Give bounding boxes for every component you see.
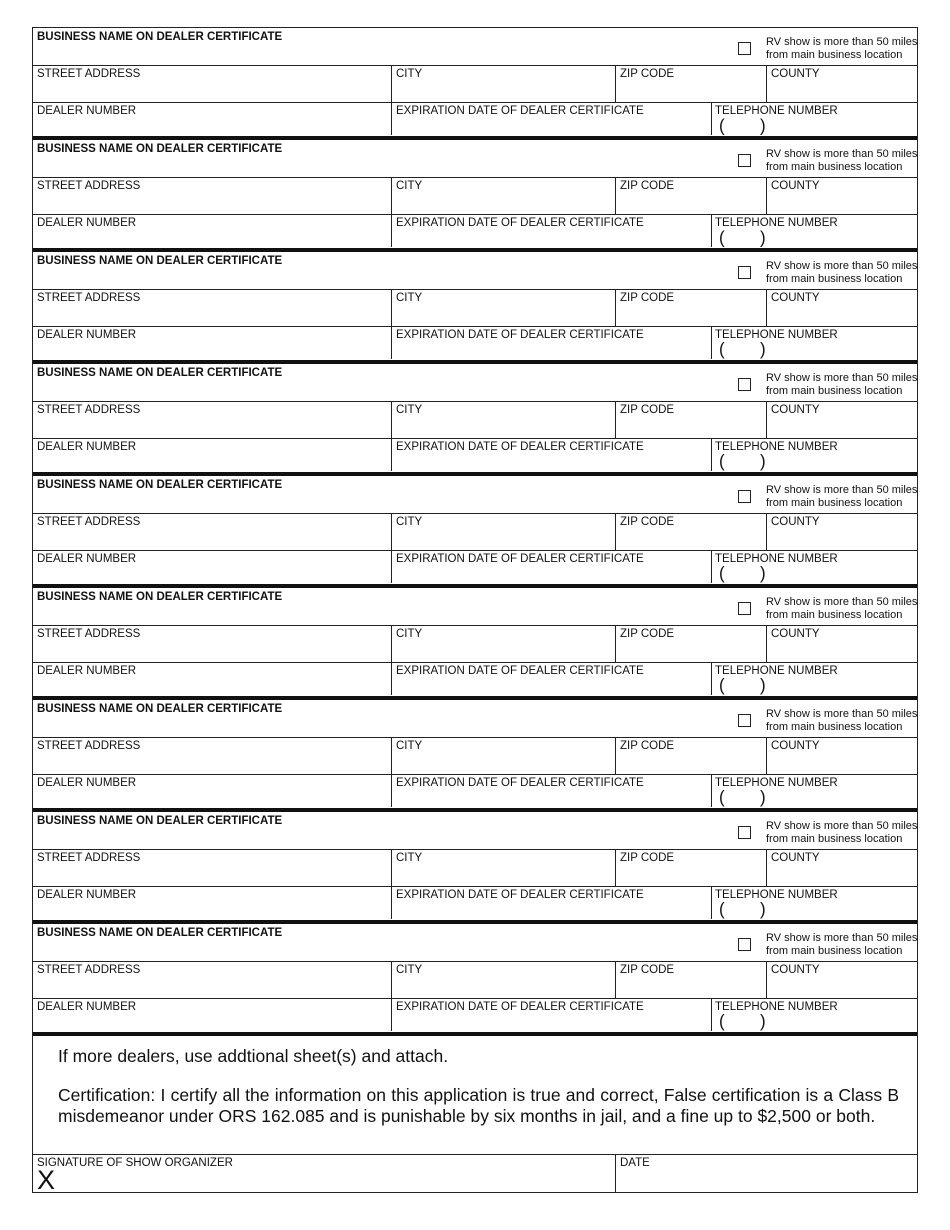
expiration-date-label: EXPIRATION DATE OF DEALER CERTIFICATE: [396, 665, 644, 677]
zip-code-input[interactable]: [620, 193, 764, 213]
city-input[interactable]: [396, 305, 614, 325]
city-label: CITY: [396, 628, 423, 640]
zip-code-input[interactable]: [620, 865, 764, 885]
city-label: CITY: [396, 292, 423, 304]
column-divider: [766, 401, 767, 438]
street-address-input[interactable]: [37, 193, 389, 213]
column-divider: [711, 662, 712, 695]
dealer-list-form: [32, 27, 918, 1036]
expiration-date-input[interactable]: [396, 230, 708, 248]
dealer-number-input[interactable]: [37, 454, 389, 472]
column-divider: [391, 65, 392, 135]
telephone-input[interactable]: [771, 790, 915, 808]
area-code-open-paren: (: [719, 339, 725, 360]
column-divider: [766, 625, 767, 662]
column-divider: [711, 102, 712, 135]
column-divider: [711, 886, 712, 919]
rv-distance-label: [766, 708, 917, 734]
zip-code-label: ZIP CODE: [620, 68, 675, 80]
dealer-number-label: DEALER NUMBER: [37, 217, 137, 229]
dealer-number-label: DEALER NUMBER: [37, 441, 137, 453]
county-input[interactable]: [771, 641, 915, 661]
city-label: CITY: [396, 964, 423, 976]
rv-distance-checkbox[interactable]: [738, 42, 751, 55]
rv-distance-label-line1: RV show is more than 50 miles: [766, 148, 918, 160]
dealer-number-input[interactable]: [37, 342, 389, 360]
street-address-label: STREET ADDRESS: [37, 964, 141, 976]
dealer-entry-9: [32, 924, 918, 1036]
column-divider: [391, 737, 392, 807]
area-code-open-paren: (: [719, 227, 725, 248]
certification-statement: Certification: I certify all the information on this application is true and correct, False certification is a Class B misdemeanor under ORS 162.085 and is punishable by six months in jail, and a fine up to $2,500 or both.: [58, 1085, 899, 1126]
area-code-input[interactable]: [727, 230, 761, 248]
column-divider: [615, 513, 616, 550]
street-address-label: STREET ADDRESS: [37, 740, 141, 752]
county-input[interactable]: [771, 529, 915, 549]
row-divider: [33, 550, 917, 551]
county-input[interactable]: [771, 417, 915, 437]
telephone-input[interactable]: [771, 678, 915, 696]
street-address-input[interactable]: [37, 753, 389, 773]
telephone-number-label: TELEPHONE NUMBER: [715, 105, 838, 117]
telephone-input[interactable]: [771, 118, 915, 136]
street-address-label: STREET ADDRESS: [37, 292, 141, 304]
column-divider: [391, 177, 392, 247]
zip-code-input[interactable]: [620, 305, 764, 325]
city-input[interactable]: [396, 753, 614, 773]
area-code-open-paren: (: [719, 899, 725, 920]
expiration-date-label: EXPIRATION DATE OF DEALER CERTIFICATE: [396, 441, 644, 453]
expiration-date-input[interactable]: [396, 678, 708, 696]
date-input[interactable]: [620, 1171, 914, 1193]
column-divider: [615, 289, 616, 326]
city-input[interactable]: [396, 977, 614, 997]
county-input[interactable]: [771, 81, 915, 101]
city-input[interactable]: [396, 865, 614, 885]
dealer-number-label: DEALER NUMBER: [37, 665, 137, 677]
area-code-input[interactable]: [727, 790, 761, 808]
city-input[interactable]: [396, 417, 614, 437]
city-label: CITY: [396, 180, 423, 192]
business-name-label: BUSINESS NAME ON DEALER CERTIFICATE: [37, 367, 283, 379]
dealer-number-input[interactable]: [37, 1014, 389, 1032]
column-divider: [766, 961, 767, 998]
zip-code-label: ZIP CODE: [620, 964, 675, 976]
business-name-input[interactable]: [37, 380, 731, 400]
column-divider: [615, 849, 616, 886]
telephone-input[interactable]: [771, 566, 915, 584]
row-divider: [33, 401, 917, 402]
city-input[interactable]: [396, 641, 614, 661]
dealer-entry-1: [32, 27, 918, 140]
dealer-number-label: DEALER NUMBER: [37, 889, 137, 901]
rv-distance-label: [766, 372, 917, 398]
business-name-label: BUSINESS NAME ON DEALER CERTIFICATE: [37, 143, 283, 155]
county-label: COUNTY: [771, 628, 820, 640]
column-divider: [391, 401, 392, 471]
area-code-input[interactable]: [727, 454, 761, 472]
rv-distance-label-line1: RV show is more than 50 miles: [766, 36, 918, 48]
signature-label: SIGNATURE OF SHOW ORGANIZER: [37, 1157, 233, 1169]
column-divider: [615, 1155, 616, 1192]
column-divider: [711, 214, 712, 247]
row-divider: [33, 513, 917, 514]
area-code-input[interactable]: [727, 678, 761, 696]
area-code-open-paren: (: [719, 451, 725, 472]
business-name-label: BUSINESS NAME ON DEALER CERTIFICATE: [37, 479, 283, 491]
street-address-input[interactable]: [37, 529, 389, 549]
county-input[interactable]: [771, 977, 915, 997]
row-divider: [33, 102, 917, 103]
row-divider: [33, 625, 917, 626]
row-divider: [33, 849, 917, 850]
column-divider: [766, 849, 767, 886]
rv-distance-label: [766, 36, 917, 62]
column-divider: [615, 961, 616, 998]
dealer-number-label: DEALER NUMBER: [37, 1001, 137, 1013]
business-name-label: BUSINESS NAME ON DEALER CERTIFICATE: [37, 31, 283, 43]
column-divider: [711, 438, 712, 471]
county-input[interactable]: [771, 865, 915, 885]
column-divider: [391, 625, 392, 695]
signature-x-mark: X: [37, 1165, 56, 1195]
dealer-number-label: DEALER NUMBER: [37, 553, 137, 565]
rv-distance-label-line1: RV show is more than 50 miles: [766, 596, 918, 608]
dealer-entry-5: [32, 476, 918, 588]
county-input[interactable]: [771, 193, 915, 213]
expiration-date-label: EXPIRATION DATE OF DEALER CERTIFICATE: [396, 777, 644, 789]
business-name-input[interactable]: [37, 268, 731, 288]
county-input[interactable]: [771, 305, 915, 325]
row-divider: [33, 662, 917, 663]
expiration-date-label: EXPIRATION DATE OF DEALER CERTIFICATE: [396, 889, 644, 901]
street-address-input[interactable]: [37, 305, 389, 325]
column-divider: [615, 401, 616, 438]
column-divider: [711, 550, 712, 583]
rv-distance-checkbox[interactable]: [738, 602, 751, 615]
zip-code-label: ZIP CODE: [620, 516, 675, 528]
dealer-entries: [32, 27, 918, 1036]
business-name-input[interactable]: [37, 156, 731, 176]
business-name-input[interactable]: [37, 492, 731, 512]
area-code-close-paren: ): [760, 675, 766, 696]
area-code-input[interactable]: [727, 1014, 761, 1032]
dealer-entry-8: [32, 812, 918, 924]
row-divider: [33, 326, 917, 327]
area-code-close-paren: ): [760, 787, 766, 808]
rv-distance-label: [766, 820, 917, 846]
rv-distance-label-line2: from main business location: [766, 609, 903, 621]
business-name-input[interactable]: [37, 604, 731, 624]
area-code-input[interactable]: [727, 342, 761, 360]
county-label: COUNTY: [771, 964, 820, 976]
area-code-open-paren: (: [719, 675, 725, 696]
rv-distance-label-line2: from main business location: [766, 721, 903, 733]
business-name-label: BUSINESS NAME ON DEALER CERTIFICATE: [37, 703, 283, 715]
signature-row: [33, 1154, 917, 1193]
row-divider: [33, 65, 917, 66]
county-label: COUNTY: [771, 292, 820, 304]
row-divider: [33, 214, 917, 215]
rv-distance-label: [766, 148, 917, 174]
rv-distance-label-line1: RV show is more than 50 miles: [766, 260, 918, 272]
city-label: CITY: [396, 68, 423, 80]
rv-distance-checkbox[interactable]: [738, 714, 751, 727]
county-label: COUNTY: [771, 740, 820, 752]
business-name-input[interactable]: [37, 716, 731, 736]
area-code-open-paren: (: [719, 115, 725, 136]
city-label: CITY: [396, 516, 423, 528]
zip-code-input[interactable]: [620, 977, 764, 997]
column-divider: [615, 65, 616, 102]
rv-distance-checkbox[interactable]: [738, 490, 751, 503]
area-code-open-paren: (: [719, 563, 725, 584]
rv-distance-label-line1: RV show is more than 50 miles: [766, 484, 918, 496]
area-code-open-paren: (: [719, 787, 725, 808]
rv-distance-label: [766, 260, 917, 286]
city-input[interactable]: [396, 81, 614, 101]
county-input[interactable]: [771, 753, 915, 773]
zip-code-input[interactable]: [620, 417, 764, 437]
business-name-label: BUSINESS NAME ON DEALER CERTIFICATE: [37, 591, 283, 603]
row-divider: [33, 774, 917, 775]
column-divider: [711, 774, 712, 807]
area-code-input[interactable]: [727, 902, 761, 920]
business-name-label: BUSINESS NAME ON DEALER CERTIFICATE: [37, 815, 283, 827]
telephone-input[interactable]: [771, 230, 915, 248]
telephone-number-label: TELEPHONE NUMBER: [715, 1001, 838, 1013]
rv-distance-checkbox[interactable]: [738, 154, 751, 167]
column-divider: [766, 737, 767, 774]
business-name-label: BUSINESS NAME ON DEALER CERTIFICATE: [37, 927, 283, 939]
telephone-number-label: TELEPHONE NUMBER: [715, 777, 838, 789]
column-divider: [766, 177, 767, 214]
zip-code-label: ZIP CODE: [620, 404, 675, 416]
area-code-close-paren: ): [760, 227, 766, 248]
zip-code-label: ZIP CODE: [620, 628, 675, 640]
zip-code-input[interactable]: [620, 641, 764, 661]
area-code-close-paren: ): [760, 451, 766, 472]
column-divider: [615, 737, 616, 774]
dealer-number-input[interactable]: [37, 902, 389, 920]
street-address-label: STREET ADDRESS: [37, 516, 141, 528]
rv-distance-label-line2: from main business location: [766, 49, 903, 61]
expiration-date-input[interactable]: [396, 118, 708, 136]
column-divider: [766, 289, 767, 326]
expiration-date-input[interactable]: [396, 902, 708, 920]
city-label: CITY: [396, 404, 423, 416]
zip-code-label: ZIP CODE: [620, 740, 675, 752]
county-label: COUNTY: [771, 852, 820, 864]
column-divider: [391, 289, 392, 359]
zip-code-input[interactable]: [620, 529, 764, 549]
zip-code-input[interactable]: [620, 753, 764, 773]
column-divider: [615, 177, 616, 214]
rv-distance-label-line2: from main business location: [766, 833, 903, 845]
signature-input[interactable]: [63, 1171, 612, 1193]
telephone-input[interactable]: [771, 902, 915, 920]
row-divider: [33, 289, 917, 290]
area-code-close-paren: ): [760, 563, 766, 584]
telephone-number-label: TELEPHONE NUMBER: [715, 441, 838, 453]
rv-distance-label-line1: RV show is more than 50 miles: [766, 820, 918, 832]
expiration-date-label: EXPIRATION DATE OF DEALER CERTIFICATE: [396, 1001, 644, 1013]
column-divider: [711, 326, 712, 359]
city-input[interactable]: [396, 193, 614, 213]
date-label: DATE: [620, 1157, 650, 1169]
expiration-date-input[interactable]: [396, 1014, 708, 1032]
zip-code-label: ZIP CODE: [620, 180, 675, 192]
dealer-number-input[interactable]: [37, 118, 389, 136]
dealer-entry-2: [32, 140, 918, 252]
area-code-close-paren: ): [760, 115, 766, 136]
rv-distance-label-line1: RV show is more than 50 miles: [766, 372, 918, 384]
dealer-entry-3: [32, 252, 918, 364]
business-name-input[interactable]: [37, 940, 731, 960]
rv-distance-label-line2: from main business location: [766, 161, 903, 173]
rv-distance-label: [766, 596, 917, 622]
telephone-number-label: TELEPHONE NUMBER: [715, 329, 838, 341]
row-divider: [33, 886, 917, 887]
column-divider: [391, 849, 392, 919]
area-code-close-paren: ): [760, 339, 766, 360]
zip-code-label: ZIP CODE: [620, 292, 675, 304]
area-code-open-paren: (: [719, 1011, 725, 1032]
rv-distance-label-line2: from main business location: [766, 273, 903, 285]
rv-distance-label-line1: RV show is more than 50 miles: [766, 932, 918, 944]
expiration-date-label: EXPIRATION DATE OF DEALER CERTIFICATE: [396, 217, 644, 229]
dealer-number-input[interactable]: [37, 230, 389, 248]
rv-distance-label: [766, 484, 917, 510]
business-name-input[interactable]: [37, 44, 731, 64]
city-label: CITY: [396, 852, 423, 864]
dealer-entry-6: [32, 588, 918, 700]
dealer-number-label: DEALER NUMBER: [37, 105, 137, 117]
expiration-date-label: EXPIRATION DATE OF DEALER CERTIFICATE: [396, 553, 644, 565]
column-divider: [711, 998, 712, 1031]
row-divider: [33, 438, 917, 439]
telephone-input[interactable]: [771, 454, 915, 472]
row-divider: [33, 961, 917, 962]
rv-distance-checkbox[interactable]: [738, 826, 751, 839]
row-divider: [33, 998, 917, 999]
dealer-number-label: DEALER NUMBER: [37, 329, 137, 341]
area-code-close-paren: ): [760, 1011, 766, 1032]
column-divider: [391, 961, 392, 1031]
dealer-number-input[interactable]: [37, 566, 389, 584]
city-input[interactable]: [396, 529, 614, 549]
row-divider: [33, 737, 917, 738]
rv-distance-checkbox[interactable]: [738, 938, 751, 951]
expiration-date-label: EXPIRATION DATE OF DEALER CERTIFICATE: [396, 105, 644, 117]
street-address-label: STREET ADDRESS: [37, 852, 141, 864]
dealer-entry-4: [32, 364, 918, 476]
telephone-input[interactable]: [771, 1014, 915, 1032]
row-divider: [33, 177, 917, 178]
column-divider: [766, 513, 767, 550]
county-label: COUNTY: [771, 516, 820, 528]
county-label: COUNTY: [771, 404, 820, 416]
street-address-input[interactable]: [37, 977, 389, 997]
rv-distance-label-line2: from main business location: [766, 385, 903, 397]
dealer-number-input[interactable]: [37, 678, 389, 696]
street-address-label: STREET ADDRESS: [37, 628, 141, 640]
dealer-number-input[interactable]: [37, 790, 389, 808]
business-name-label: BUSINESS NAME ON DEALER CERTIFICATE: [37, 255, 283, 267]
street-address-input[interactable]: [37, 865, 389, 885]
certification-section: [32, 1034, 918, 1193]
street-address-label: STREET ADDRESS: [37, 404, 141, 416]
dealer-number-label: DEALER NUMBER: [37, 777, 137, 789]
expiration-date-input[interactable]: [396, 454, 708, 472]
telephone-number-label: TELEPHONE NUMBER: [715, 889, 838, 901]
zip-code-input[interactable]: [620, 81, 764, 101]
more-dealers-note: If more dealers, use addtional sheet(s) and attach.: [58, 1046, 449, 1066]
rv-distance-label-line1: RV show is more than 50 miles: [766, 708, 918, 720]
column-divider: [391, 513, 392, 583]
street-address-input[interactable]: [37, 641, 389, 661]
telephone-number-label: TELEPHONE NUMBER: [715, 217, 838, 229]
street-address-input[interactable]: [37, 417, 389, 437]
city-label: CITY: [396, 740, 423, 752]
business-name-input[interactable]: [37, 828, 731, 848]
street-address-input[interactable]: [37, 81, 389, 101]
rv-distance-label-line2: from main business location: [766, 945, 903, 957]
expiration-date-input[interactable]: [396, 790, 708, 808]
county-label: COUNTY: [771, 68, 820, 80]
column-divider: [766, 65, 767, 102]
rv-distance-checkbox[interactable]: [738, 266, 751, 279]
rv-distance-label-line2: from main business location: [766, 497, 903, 509]
street-address-label: STREET ADDRESS: [37, 68, 141, 80]
expiration-date-label: EXPIRATION DATE OF DEALER CERTIFICATE: [396, 329, 644, 341]
area-code-close-paren: ): [760, 899, 766, 920]
rv-distance-checkbox[interactable]: [738, 378, 751, 391]
expiration-date-input[interactable]: [396, 342, 708, 360]
street-address-label: STREET ADDRESS: [37, 180, 141, 192]
telephone-number-label: TELEPHONE NUMBER: [715, 665, 838, 677]
county-label: COUNTY: [771, 180, 820, 192]
rv-distance-label: [766, 932, 917, 958]
area-code-input[interactable]: [727, 118, 761, 136]
telephone-number-label: TELEPHONE NUMBER: [715, 553, 838, 565]
column-divider: [615, 625, 616, 662]
area-code-input[interactable]: [727, 566, 761, 584]
expiration-date-input[interactable]: [396, 566, 708, 584]
telephone-input[interactable]: [771, 342, 915, 360]
zip-code-label: ZIP CODE: [620, 852, 675, 864]
dealer-entry-7: [32, 700, 918, 812]
